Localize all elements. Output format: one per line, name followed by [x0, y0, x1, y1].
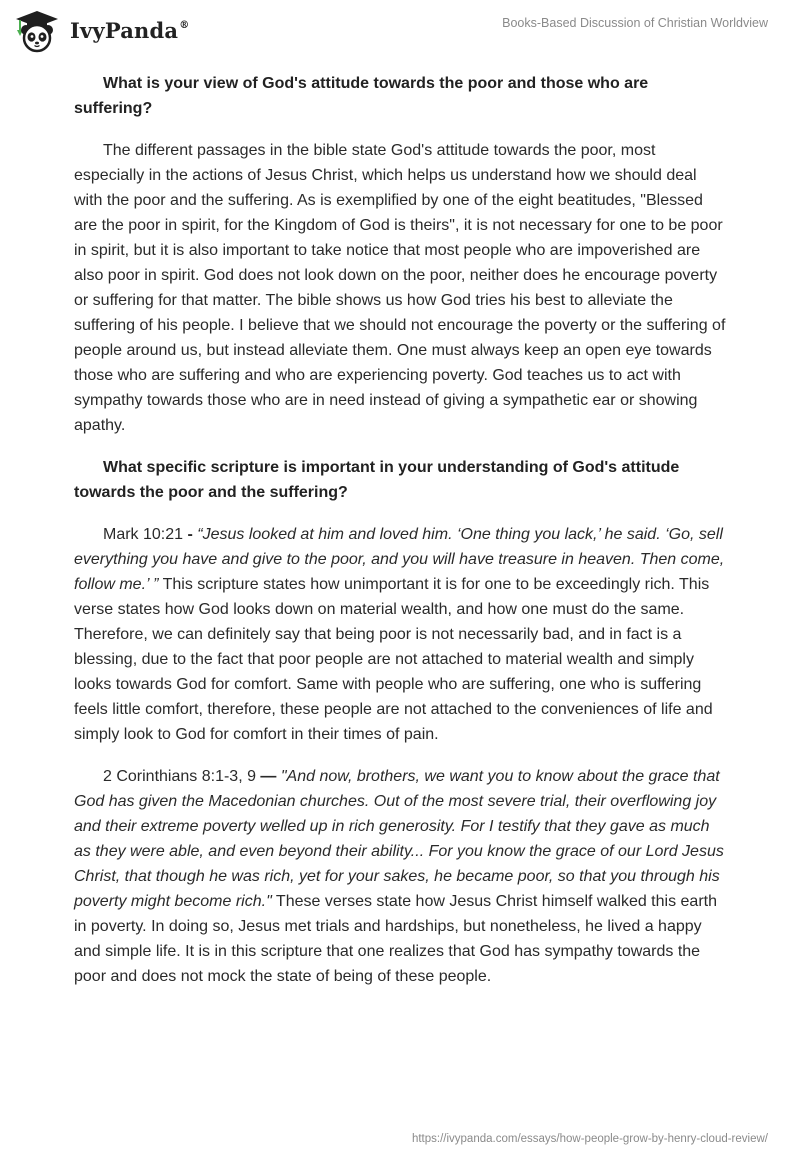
- panda-graduation-cap-icon[interactable]: [14, 8, 60, 54]
- scripture-commentary: This scripture states how unimportant it is for one to be exceedingly rich. This verse states how God looks down on material wealth, and how one must do the same. Therefore, we can definitely say that being poor is not necessarily bad, and in fact is a blessing, due to the fact that poor people are not attached to material wealth and simply looks towards God for comfort. Same with people who are suffering, one who is suffering feels little comfort, therefore, these people are not attached to the conveniences of life and simply look to God for comfort in their times of pain.: [74, 576, 713, 743]
- question-heading-2: What specific scripture is important in your understanding of God's attitude towards the poor and the suffering?: [74, 459, 680, 501]
- scripture-reference: Mark 10:21: [103, 526, 184, 543]
- document-title: Books-Based Discussion of Christian Worldview: [502, 16, 768, 30]
- reference-separator: —: [255, 768, 281, 785]
- scripture-paragraph-corinthians: [74, 764, 726, 989]
- essay-content: [74, 71, 726, 989]
- brand-name[interactable]: [70, 18, 189, 43]
- scripture-paragraph-mark: [74, 522, 726, 747]
- scripture-reference: 2 Corinthians 8:1-3, 9: [103, 768, 256, 785]
- scripture-quote: "And now, brothers, we want you to know about the grace that God has given the Macedonian churches. Out of the most severe trial, their overflowing joy and their extreme poverty welled up in rich generosity. For I testify that they gave as much as they were able, and even beyond their ability... For you know the grace of our Lord Jesus Christ, that though he was rich, yet for your sakes, he became poor, so that you through his poverty might become rich.": [74, 768, 724, 910]
- scripture-quote: “Jesus looked at him and loved him. ‘One thing you lack,’ he said. ‘Go, sell everything you have and give to the poor, and you will have treasure in heaven. Then come, follow me.’ ”: [74, 526, 725, 593]
- scripture-commentary: These verses state how Jesus Christ himself walked this earth in poverty. In doing so, Jesus met trials and hardships, but nonetheless, he lived a happy and simple life. It is in this scripture that one realizes that God has sympathy towards the poor and does not mock the state of being of these people.: [74, 893, 717, 985]
- registered-mark: ®: [179, 20, 190, 31]
- reference-separator: -: [183, 526, 198, 543]
- brand-text: IvyPanda: [70, 18, 179, 43]
- page-header: [0, 0, 800, 62]
- question-heading-1: What is your view of God's attitude towards the poor and those who are suffering?: [74, 75, 649, 117]
- source-url[interactable]: https://ivypanda.com/essays/how-people-grow-by-henry-cloud-review/: [411, 1133, 768, 1145]
- answer-paragraph-1: The different passages in the bible state God's attitude towards the poor, most especially in the actions of Jesus Christ, which helps us understand how we should deal with the poor and the suffering. As is exemplified by one of the eight beatitudes, "Blessed are the poor in spirit, for the Kingdom of God is theirs", it is not necessary for one to be poor in spirit, but it is also important to take notice that most people who are impoverished are also poor in spirit. God does not look down on the poor, neither does he encourage poverty or suffering for that matter. The bible shows us how God tries his best to alleviate the suffering of his people. I believe that we should not encourage the poverty or the suffering of people around us, but instead alleviate them. One must always keep an open eye towards those who are suffering and who are experiencing poverty. God teaches us to act with sympathy towards those who are in need instead of giving a sympathetic ear or showing apathy.: [74, 142, 726, 434]
